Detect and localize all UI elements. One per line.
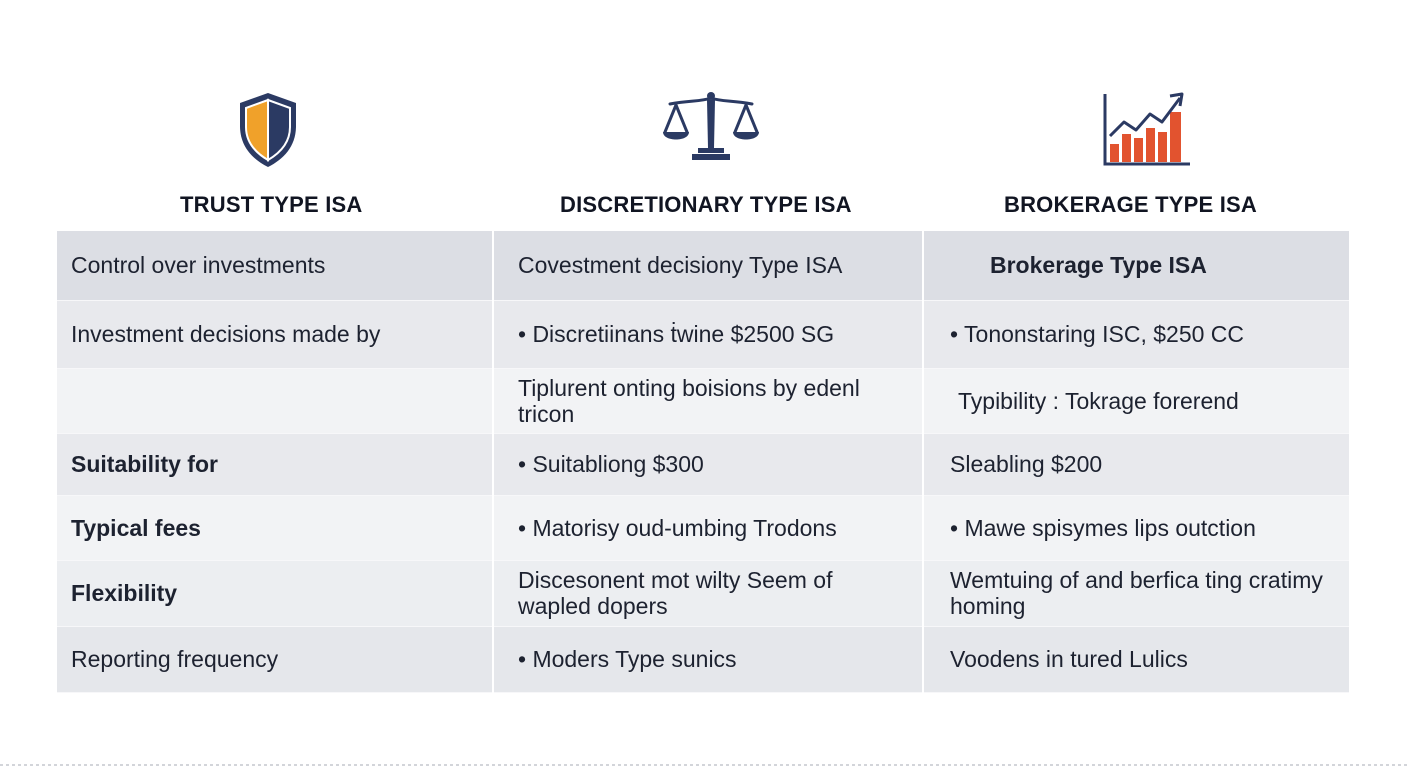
cell-brokerage: Sleabling $200 — [950, 451, 1103, 477]
growth-chart-icon — [1100, 92, 1192, 168]
cell-discretionary: • Suitabliong $300 — [493, 433, 923, 495]
row-label: Control over investments — [57, 231, 493, 300]
row-label — [57, 368, 493, 433]
column-title-brokerage: BROKERAGE TYPE ISA — [1004, 192, 1257, 217]
table-row — [57, 560, 1349, 626]
cell-discretionary: • Moders Type sunics — [493, 626, 923, 692]
column-title-discretionary: DISCRETIONARY TYPE ISA — [560, 192, 852, 217]
cell-brokerage: Voodens in tured Lulics — [950, 646, 1188, 672]
table-row — [57, 495, 1349, 560]
row-label: Investment decisions made by — [57, 300, 493, 368]
row-label: Typical fees — [57, 495, 493, 560]
cell-discretionary: Discesonent mot wilty Seem of wapled dopers — [493, 560, 923, 626]
cell-brokerage: Brokerage Type ISA — [990, 252, 1207, 279]
cell-brokerage: Wemtuing of and berfica ting cratimy homing — [950, 567, 1323, 619]
bottom-divider — [0, 764, 1408, 766]
cell-discretionary: • Discretiinans ṫwine $2500 SG — [493, 300, 923, 368]
cell-brokerage: • Mawe spisymes lips outction — [950, 514, 1256, 541]
shield-icon — [236, 90, 300, 170]
cell-brokerage: • Tononstaring ISC, $250 CC — [950, 321, 1245, 347]
table-row — [57, 626, 1349, 692]
table-row — [57, 231, 1349, 300]
row-label: Flexibility — [57, 560, 493, 626]
comparison-table — [57, 231, 1349, 693]
cell-discretionary: • Matorisy oud-umbing Trodons — [493, 495, 923, 560]
table-row — [57, 433, 1349, 495]
table-row — [57, 368, 1349, 433]
row-label: Suitability for — [57, 433, 493, 495]
table-row — [57, 300, 1349, 368]
cell-brokerage: Typibility : Tokrage forerend — [958, 387, 1239, 414]
column-title-trust: TRUST TYPE ISA — [180, 192, 363, 217]
cell-discretionary: Covestment decisiony Type ISA — [493, 231, 923, 300]
scales-icon — [660, 90, 762, 162]
row-label: Reporting frequency — [57, 626, 493, 692]
cell-discretionary: Tiplurent onting boisions by edenl tricon — [493, 368, 923, 433]
